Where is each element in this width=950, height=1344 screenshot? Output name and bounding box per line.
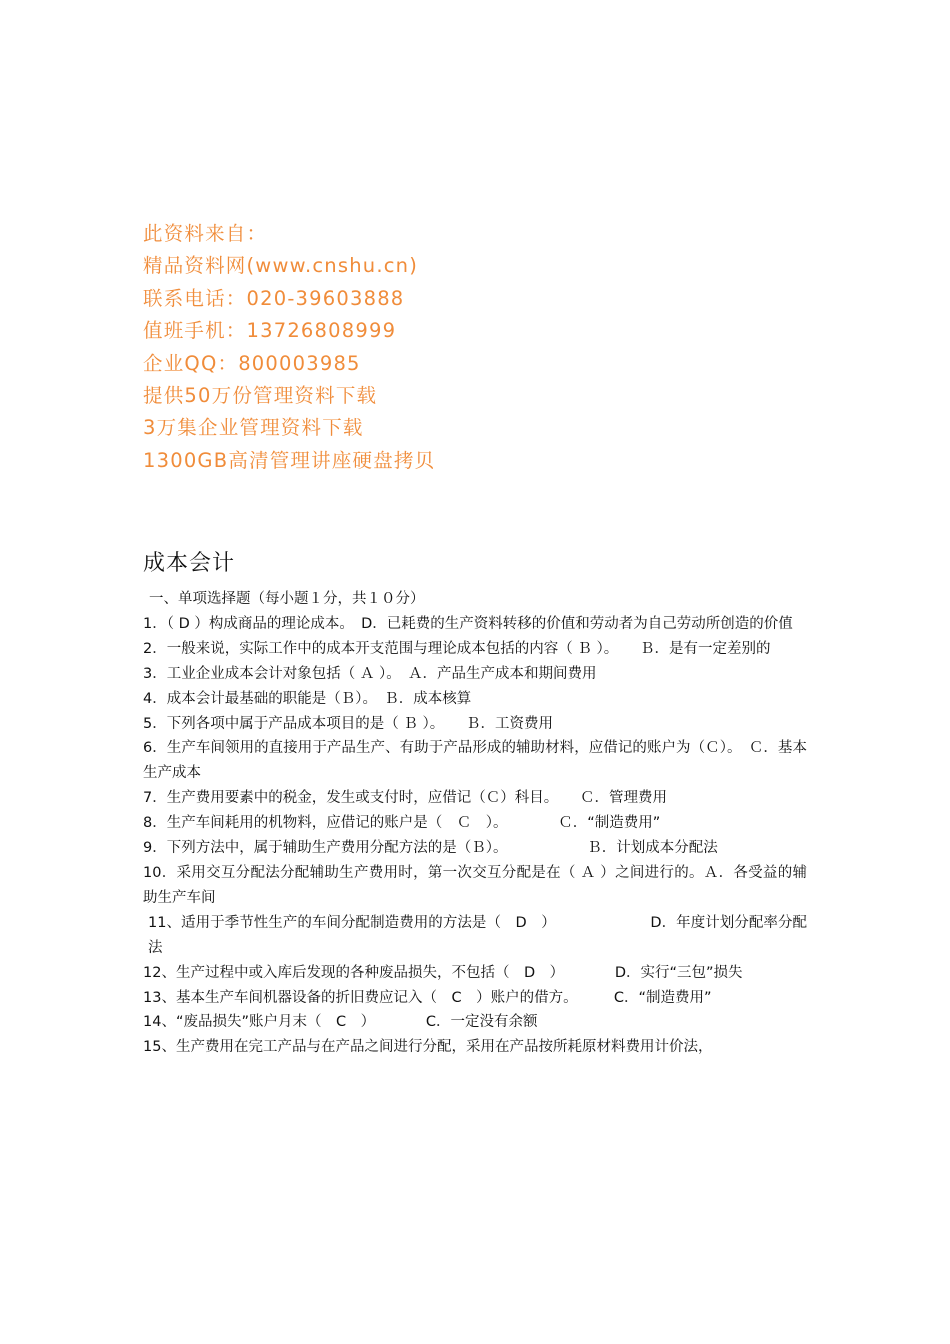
question-item: 11、适用于季节性生产的车间分配制造费用的方法是（ D ） D．年度计划分配率分配法 [148,914,807,956]
question-item: 6．生产车间领用的直接用于产品生产、有助于产品形成的辅助材料，应借记的账户为（Ｃ）。 Ｃ．基本生产成本 [143,740,807,782]
question-item: 4．成本会计最基础的职能是（Ｂ）。 Ｂ．成本核算 [143,690,472,707]
question-item: 8．生产车间耗用的机物料，应借记的账户是（ Ｃ ）。 Ｃ．“制造费用” [143,815,661,832]
source-line-offer-3: 1300GB高清管理讲座硬盘拷贝 [143,448,436,472]
section-heading: 一、单项选择题（每小题１分，共１０分） [149,591,425,607]
question-list [143,587,807,1060]
source-line-origin: 此资料来自： [143,222,268,245]
source-info-block [143,218,435,477]
source-line-qq: 企业QQ：800003985 [143,351,361,375]
source-line-website: 精品资料网(www.cnshu.cn) [143,254,419,278]
question-item: 5．下列各项中属于产品成本项目的是（ Ｂ ）。 Ｂ．工资费用 [143,715,553,732]
question-item: 1．（ D ）构成商品的理论成本。 D．已耗费的生产资料转移的价值和劳动者为自己劳动所创造的价值 [143,615,793,632]
question-item: 2．一般来说，实际工作中的成本开支范围与理论成本包括的内容（ Ｂ ）。 Ｂ．是有一定差别的 [143,640,771,657]
question-item: 7．生产费用要素中的税金，发生或支付时，应借记（Ｃ）科目。 Ｃ．管理费用 [143,790,667,807]
source-line-offer-1: 提供50万份管理资料下载 [143,383,378,407]
question-item: 10．采用交互分配法分配辅助生产费用时，第一次交互分配是在（ Ａ ）之间进行的。Ａ．各受益的辅助生产车间 [143,864,807,906]
source-line-offer-2: 3万集企业管理资料下载 [143,416,364,440]
source-line-phone: 联系电话：020-39603888 [143,286,405,310]
question-item: 13、基本生产车间机器设备的折旧费应记入（ C ）账户的借方。 C．“制造费用” [143,989,712,1006]
question-item: 3．工业企业成本会计对象包括（ Ａ ）。 Ａ．产品生产成本和期间费用 [143,665,597,682]
source-line-mobile: 值班手机：13726808999 [143,319,397,343]
question-item: 15、生产费用在完工产品与在产品之间进行分配，采用在产品按所耗原材料费用计价法， [143,1039,713,1056]
document-title: 成本会计 [143,551,236,576]
question-item: 12、生产过程中或入库后发现的各种废品损失，不包括（ D ） D．实行“三包”损失 [143,964,743,981]
question-item: 9．下列方法中，属于辅助生产费用分配方法的是（Ｂ）。 Ｂ．计划成本分配法 [143,840,718,857]
question-item: 14、“废品损失”账户月末（ C ） C．一定没有余额 [143,1014,538,1031]
